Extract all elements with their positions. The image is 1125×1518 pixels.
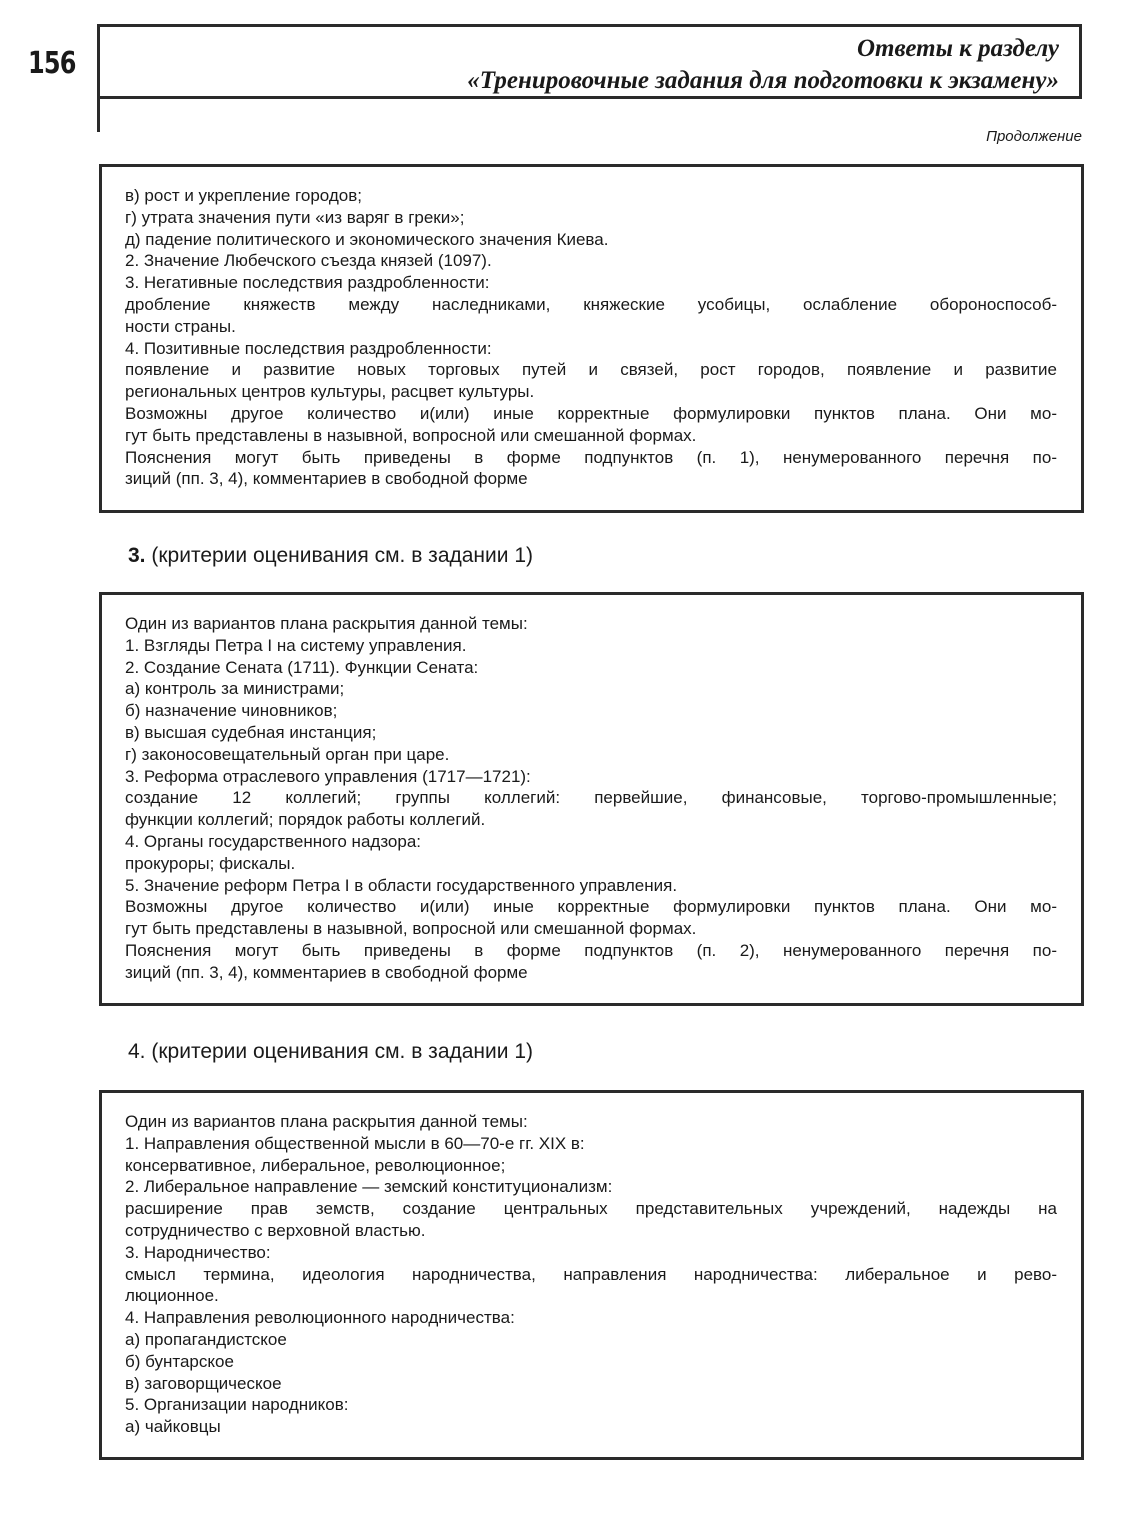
text-line: 4. Направления революционного народничества: bbox=[125, 1308, 515, 1328]
answer-box-3 bbox=[99, 592, 1084, 1006]
text-line: Пояснения могут быть приведены в форме подпунктов (п. 2), ненумерованного перечня по- bbox=[125, 940, 1057, 960]
answer-box-4 bbox=[99, 1090, 1084, 1460]
text-line: 3. Народничество: bbox=[125, 1242, 271, 1262]
text-line: д) падение политического и экономического значения Киева. bbox=[125, 229, 609, 249]
text-line: б) назначение чиновников; bbox=[125, 701, 338, 721]
text-line: 3. Реформа отраслевого управления (1717—1721): bbox=[125, 766, 531, 786]
section-number: 4. bbox=[128, 1040, 146, 1063]
text-line: Пояснения могут быть приведены в форме подпунктов (п. 1), ненумерованного перечня по- bbox=[125, 447, 1057, 467]
text-line: гут быть представлены в назывной, вопросной или смешанной формах. bbox=[125, 425, 697, 445]
text-line: функции коллегий; порядок работы коллегий. bbox=[125, 810, 486, 830]
header-title bbox=[467, 33, 1059, 97]
text-line: г) утрата значения пути «из варяг в греки»; bbox=[125, 207, 465, 227]
section-text: (критерии оценивания см. в задании 1) bbox=[145, 1040, 533, 1063]
text-line: а) пропагандистское bbox=[125, 1329, 287, 1349]
text-line: прокуроры; фискалы. bbox=[125, 853, 296, 873]
text-line: создание 12 коллегий; группы коллегий: первейшие, финансовые, торгово-промышленные; bbox=[125, 788, 1057, 808]
text-line: Возможны другое количество и(или) иные корректные формулировки пунктов плана. Они мо- bbox=[125, 403, 1057, 423]
text-line: люционное. bbox=[125, 1286, 219, 1306]
text-line: Один из вариантов плана раскрытия данной темы: bbox=[125, 1112, 528, 1131]
continuation-label: Продолжение bbox=[986, 128, 1082, 145]
text-line: 2. Значение Любечского съезда князей (1097). bbox=[125, 251, 492, 271]
text-line: а) контроль за министрами; bbox=[125, 679, 345, 699]
text-line: смысл термина, идеология народничества, направления народничества: либеральное и рево- bbox=[125, 1264, 1057, 1284]
text-line: появление и развитие новых торговых путей и связей, рост городов, появление и развитие bbox=[125, 360, 1057, 380]
text-line: гут быть представлены в назывной, вопросной или смешанной формах. bbox=[125, 919, 697, 939]
text-line: 5. Организации народников: bbox=[125, 1395, 349, 1415]
text-line: консервативное, либеральное, революционное; bbox=[125, 1155, 506, 1175]
text-line: 3. Негативные последствия раздробленности: bbox=[125, 273, 490, 293]
text-line: г) законосовещательный орган при царе. bbox=[125, 744, 450, 764]
text-line: 4. Позитивные последствия раздробленности: bbox=[125, 338, 492, 358]
text-line: сотрудничество с верховной властью. bbox=[125, 1220, 426, 1240]
answer-box-2 bbox=[99, 164, 1084, 513]
section-header bbox=[97, 24, 1082, 99]
text-line: 5. Значение реформ Петра I в области государственного управления. bbox=[125, 875, 678, 895]
text-line: в) заговорщическое bbox=[125, 1373, 282, 1393]
text-line: Возможны другое количество и(или) иные корректные формулировки пунктов плана. Они мо- bbox=[125, 897, 1057, 917]
header-title-line2: «Тренировочные задания для подготовки к экзамену» bbox=[467, 67, 1059, 94]
text-line: в) рост и укрепление городов; bbox=[125, 186, 362, 205]
section-heading-4 bbox=[128, 1040, 533, 1064]
section-text: (критерии оценивания см. в задании 1) bbox=[145, 544, 533, 567]
header-title-line1: Ответы к разделу bbox=[857, 35, 1059, 62]
text-line: 2. Либеральное направление — земский конституционализм: bbox=[125, 1177, 613, 1197]
page-number: 156 bbox=[28, 46, 76, 81]
text-line: Один из вариантов плана раскрытия данной темы: bbox=[125, 614, 528, 633]
text-line: 4. Органы государственного надзора: bbox=[125, 831, 422, 851]
text-line: зиций (пп. 3, 4), комментариев в свободной форме bbox=[125, 962, 528, 982]
text-line: региональных центров культуры, расцвет культуры. bbox=[125, 382, 535, 402]
section-number: 3. bbox=[128, 544, 146, 567]
text-line: а) чайковцы bbox=[125, 1417, 221, 1437]
header-divider bbox=[97, 96, 100, 132]
text-line: ности страны. bbox=[125, 316, 236, 336]
text-line: зиций (пп. 3, 4), комментариев в свободной форме bbox=[125, 469, 528, 489]
text-line: б) бунтарское bbox=[125, 1351, 234, 1371]
text-line: дробление княжеств между наследниками, княжеские усобицы, ослабление обороноспособ- bbox=[125, 294, 1057, 314]
text-line: 2. Создание Сената (1711). Функции Сената: bbox=[125, 657, 479, 677]
section-heading-3 bbox=[128, 544, 533, 568]
text-line: 1. Взгляды Петра I на систему управления. bbox=[125, 635, 467, 655]
text-line: 1. Направления общественной мысли в 60—70-е гг. XIX в: bbox=[125, 1133, 585, 1153]
text-line: расширение прав земств, создание центральных представительных учреждений, надежды на bbox=[125, 1199, 1057, 1219]
text-line: в) высшая судебная инстанция; bbox=[125, 722, 377, 742]
